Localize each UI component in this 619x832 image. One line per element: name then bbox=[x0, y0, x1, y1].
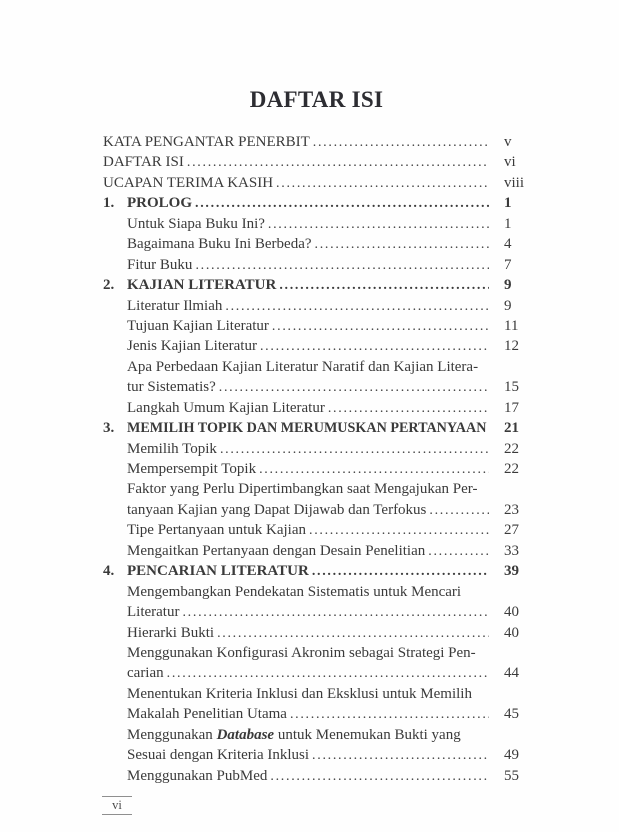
toc-entry-page: 12 bbox=[504, 338, 519, 355]
toc-entry-page: 22 bbox=[504, 461, 519, 477]
toc-entry-page: 27 bbox=[504, 522, 519, 539]
toc-entry bbox=[127, 725, 530, 745]
toc-entry bbox=[127, 582, 530, 602]
toc-entry-title: PENCARIAN LITERATUR bbox=[127, 563, 309, 580]
toc-entry-title: carian bbox=[127, 665, 164, 682]
toc-entry bbox=[127, 520, 530, 540]
toc-entry-title: Langkah Umum Kajian Literatur bbox=[127, 399, 325, 416]
toc-entry-title: MEMILIH TOPIK DAN MERUMUSKAN PERTANYAAN bbox=[127, 420, 487, 437]
toc-entry-page: 1 bbox=[504, 215, 512, 232]
toc-entry-page: 9 bbox=[504, 277, 512, 294]
dot-leader bbox=[429, 500, 489, 521]
toc-entry bbox=[103, 418, 530, 438]
toc-entry-title: Tujuan Kajian Literatur bbox=[127, 317, 269, 334]
toc-content bbox=[103, 86, 530, 786]
toc-entry-number: 3. bbox=[103, 420, 115, 437]
toc-entry-title: Menggunakan Konfigurasi Akronim sebagai Strategi Pen- bbox=[127, 644, 476, 661]
toc-entry-title: Mengaitkan Pertanyaan dengan Desain Penelitian bbox=[127, 542, 426, 559]
toc-entry-title: tur Sistematis? bbox=[127, 379, 216, 396]
toc-list bbox=[103, 132, 530, 786]
dot-leader bbox=[276, 173, 489, 194]
toc-entry-page: 23 bbox=[504, 501, 519, 518]
toc-entry-number: 4. bbox=[103, 563, 115, 580]
toc-entry-number: 2. bbox=[103, 277, 115, 294]
toc-entry-page: v bbox=[504, 134, 512, 150]
toc-entry bbox=[103, 193, 530, 213]
dot-leader bbox=[220, 439, 489, 460]
dot-leader bbox=[428, 541, 489, 562]
page-title: DAFTAR ISI bbox=[249, 87, 384, 112]
toc-entry-title: Menentukan Kriteria Inklusi dan Eksklusi untuk Memilih bbox=[127, 685, 472, 702]
dot-leader bbox=[187, 152, 489, 173]
dot-leader bbox=[272, 316, 489, 337]
toc-entry-page: 55 bbox=[504, 767, 519, 784]
toc-entry bbox=[127, 459, 530, 479]
dot-leader bbox=[328, 398, 489, 419]
toc-entry-title: Menggunakan PubMed bbox=[127, 767, 268, 784]
toc-entry-title: Fitur Buku bbox=[127, 256, 193, 273]
dot-leader bbox=[195, 193, 489, 214]
dot-leader bbox=[259, 459, 489, 480]
toc-entry bbox=[127, 479, 530, 499]
toc-entry bbox=[127, 214, 530, 234]
dot-leader bbox=[312, 745, 489, 766]
toc-entry-title: UCAPAN TERIMA KASIH bbox=[103, 174, 274, 191]
toc-entry-page: vi bbox=[504, 154, 516, 171]
dot-leader bbox=[309, 520, 489, 541]
toc-entry-title: Untuk Siapa Buku Ini? bbox=[127, 215, 265, 232]
toc-entry-title: Mempersempit Topik bbox=[127, 461, 257, 477]
toc-entry bbox=[127, 684, 530, 704]
toc-entry bbox=[127, 357, 530, 377]
toc-entry-page: 17 bbox=[504, 399, 519, 416]
toc-entry-title: Literatur bbox=[127, 604, 180, 621]
dot-leader bbox=[260, 336, 489, 357]
toc-entry-title: Tipe Pertanyaan untuk Kajian bbox=[127, 522, 306, 539]
toc-entry bbox=[103, 173, 530, 193]
toc-entry bbox=[127, 643, 530, 663]
toc-entry bbox=[127, 398, 530, 418]
toc-entry bbox=[127, 766, 530, 786]
dot-leader bbox=[182, 602, 489, 623]
toc-entry-page: 44 bbox=[504, 665, 519, 682]
toc-entry-page: 33 bbox=[504, 542, 519, 559]
toc-entry-page: 21 bbox=[504, 420, 519, 437]
toc-entry-title: Literatur Ilmiah bbox=[127, 297, 223, 314]
dot-leader bbox=[268, 214, 489, 235]
toc-entry-title: KATA PENGANTAR PENERBIT bbox=[103, 134, 310, 150]
toc-entry bbox=[127, 377, 530, 397]
dot-leader bbox=[290, 704, 489, 725]
toc-entry bbox=[127, 316, 530, 336]
toc-entry-title: Mengembangkan Pendekatan Sistematis untuk Mencari bbox=[127, 583, 462, 600]
toc-entry bbox=[127, 439, 530, 459]
toc-entry-number: 1. bbox=[103, 195, 115, 212]
toc-entry-page: 39 bbox=[504, 563, 519, 580]
toc-entry-page: 40 bbox=[504, 604, 519, 621]
toc-entry bbox=[103, 561, 530, 581]
toc-entry bbox=[103, 152, 530, 172]
toc-entry-title: tanyaan Kajian yang Dapat Dijawab dan Terfokus bbox=[127, 501, 427, 518]
toc-entry-title: KAJIAN LITERATUR bbox=[127, 277, 277, 294]
toc-entry bbox=[127, 623, 530, 643]
toc-entry-title: Hierarki Bukti bbox=[127, 624, 215, 641]
toc-entry-title: Makalah Penelitian Utama bbox=[127, 706, 287, 723]
toc-entry-title: Memilih Topik bbox=[127, 440, 217, 457]
toc-entry-page: 4 bbox=[504, 236, 512, 253]
toc-entry bbox=[103, 132, 530, 152]
toc-entry-title: DAFTAR ISI bbox=[103, 154, 184, 171]
toc-entry bbox=[127, 336, 530, 356]
toc-entry bbox=[127, 745, 530, 765]
toc-entry-title: Sesuai dengan Kriteria Inklusi bbox=[127, 747, 310, 764]
toc-entry-title: Bagaimana Buku Ini Berbeda? bbox=[127, 236, 312, 253]
toc-entry bbox=[127, 296, 530, 316]
dot-leader bbox=[195, 255, 489, 276]
dot-leader bbox=[270, 766, 489, 787]
toc-entry-page: 45 bbox=[504, 706, 519, 723]
toc-entry-title: Jenis Kajian Literatur bbox=[127, 338, 257, 355]
toc-entry bbox=[127, 602, 530, 622]
dot-leader bbox=[167, 663, 489, 684]
toc-entry bbox=[103, 275, 530, 295]
toc-entry-page: viii bbox=[504, 174, 525, 191]
toc-entry bbox=[127, 255, 530, 275]
dot-leader bbox=[313, 132, 489, 153]
dot-leader bbox=[217, 623, 489, 644]
footer-page-number: vi bbox=[102, 796, 132, 815]
dot-leader bbox=[315, 234, 489, 255]
toc-entry-title: Faktor yang Perlu Dipertimbangkan saat Mengajukan Per- bbox=[127, 481, 478, 498]
toc-entry-title: Menggunakan Database untuk Menemukan Bukti yang bbox=[127, 726, 461, 743]
toc-entry-page: 49 bbox=[504, 747, 519, 764]
toc-entry bbox=[127, 500, 530, 520]
toc-entry-page: 40 bbox=[504, 624, 519, 641]
toc-entry-page: 7 bbox=[504, 256, 512, 273]
dot-leader bbox=[279, 275, 489, 296]
toc-entry bbox=[127, 234, 530, 254]
dot-leader bbox=[225, 296, 489, 317]
toc-entry-page: 11 bbox=[504, 317, 519, 334]
toc-entry bbox=[127, 704, 530, 724]
toc-entry-title: Apa Perbedaan Kajian Literatur Naratif dan Kajian Litera- bbox=[127, 358, 479, 375]
dot-leader bbox=[312, 561, 489, 582]
toc-entry-page: 15 bbox=[504, 379, 519, 396]
toc-entry bbox=[127, 663, 530, 683]
toc-entry-page: 22 bbox=[504, 440, 519, 457]
toc-entry-page: 9 bbox=[504, 297, 512, 314]
toc-entry-title: PROLOG bbox=[127, 195, 193, 212]
emphasized-term: Database bbox=[216, 726, 275, 743]
dot-leader bbox=[219, 377, 489, 398]
toc-entry-page: 1 bbox=[504, 195, 512, 212]
toc-entry bbox=[127, 541, 530, 561]
